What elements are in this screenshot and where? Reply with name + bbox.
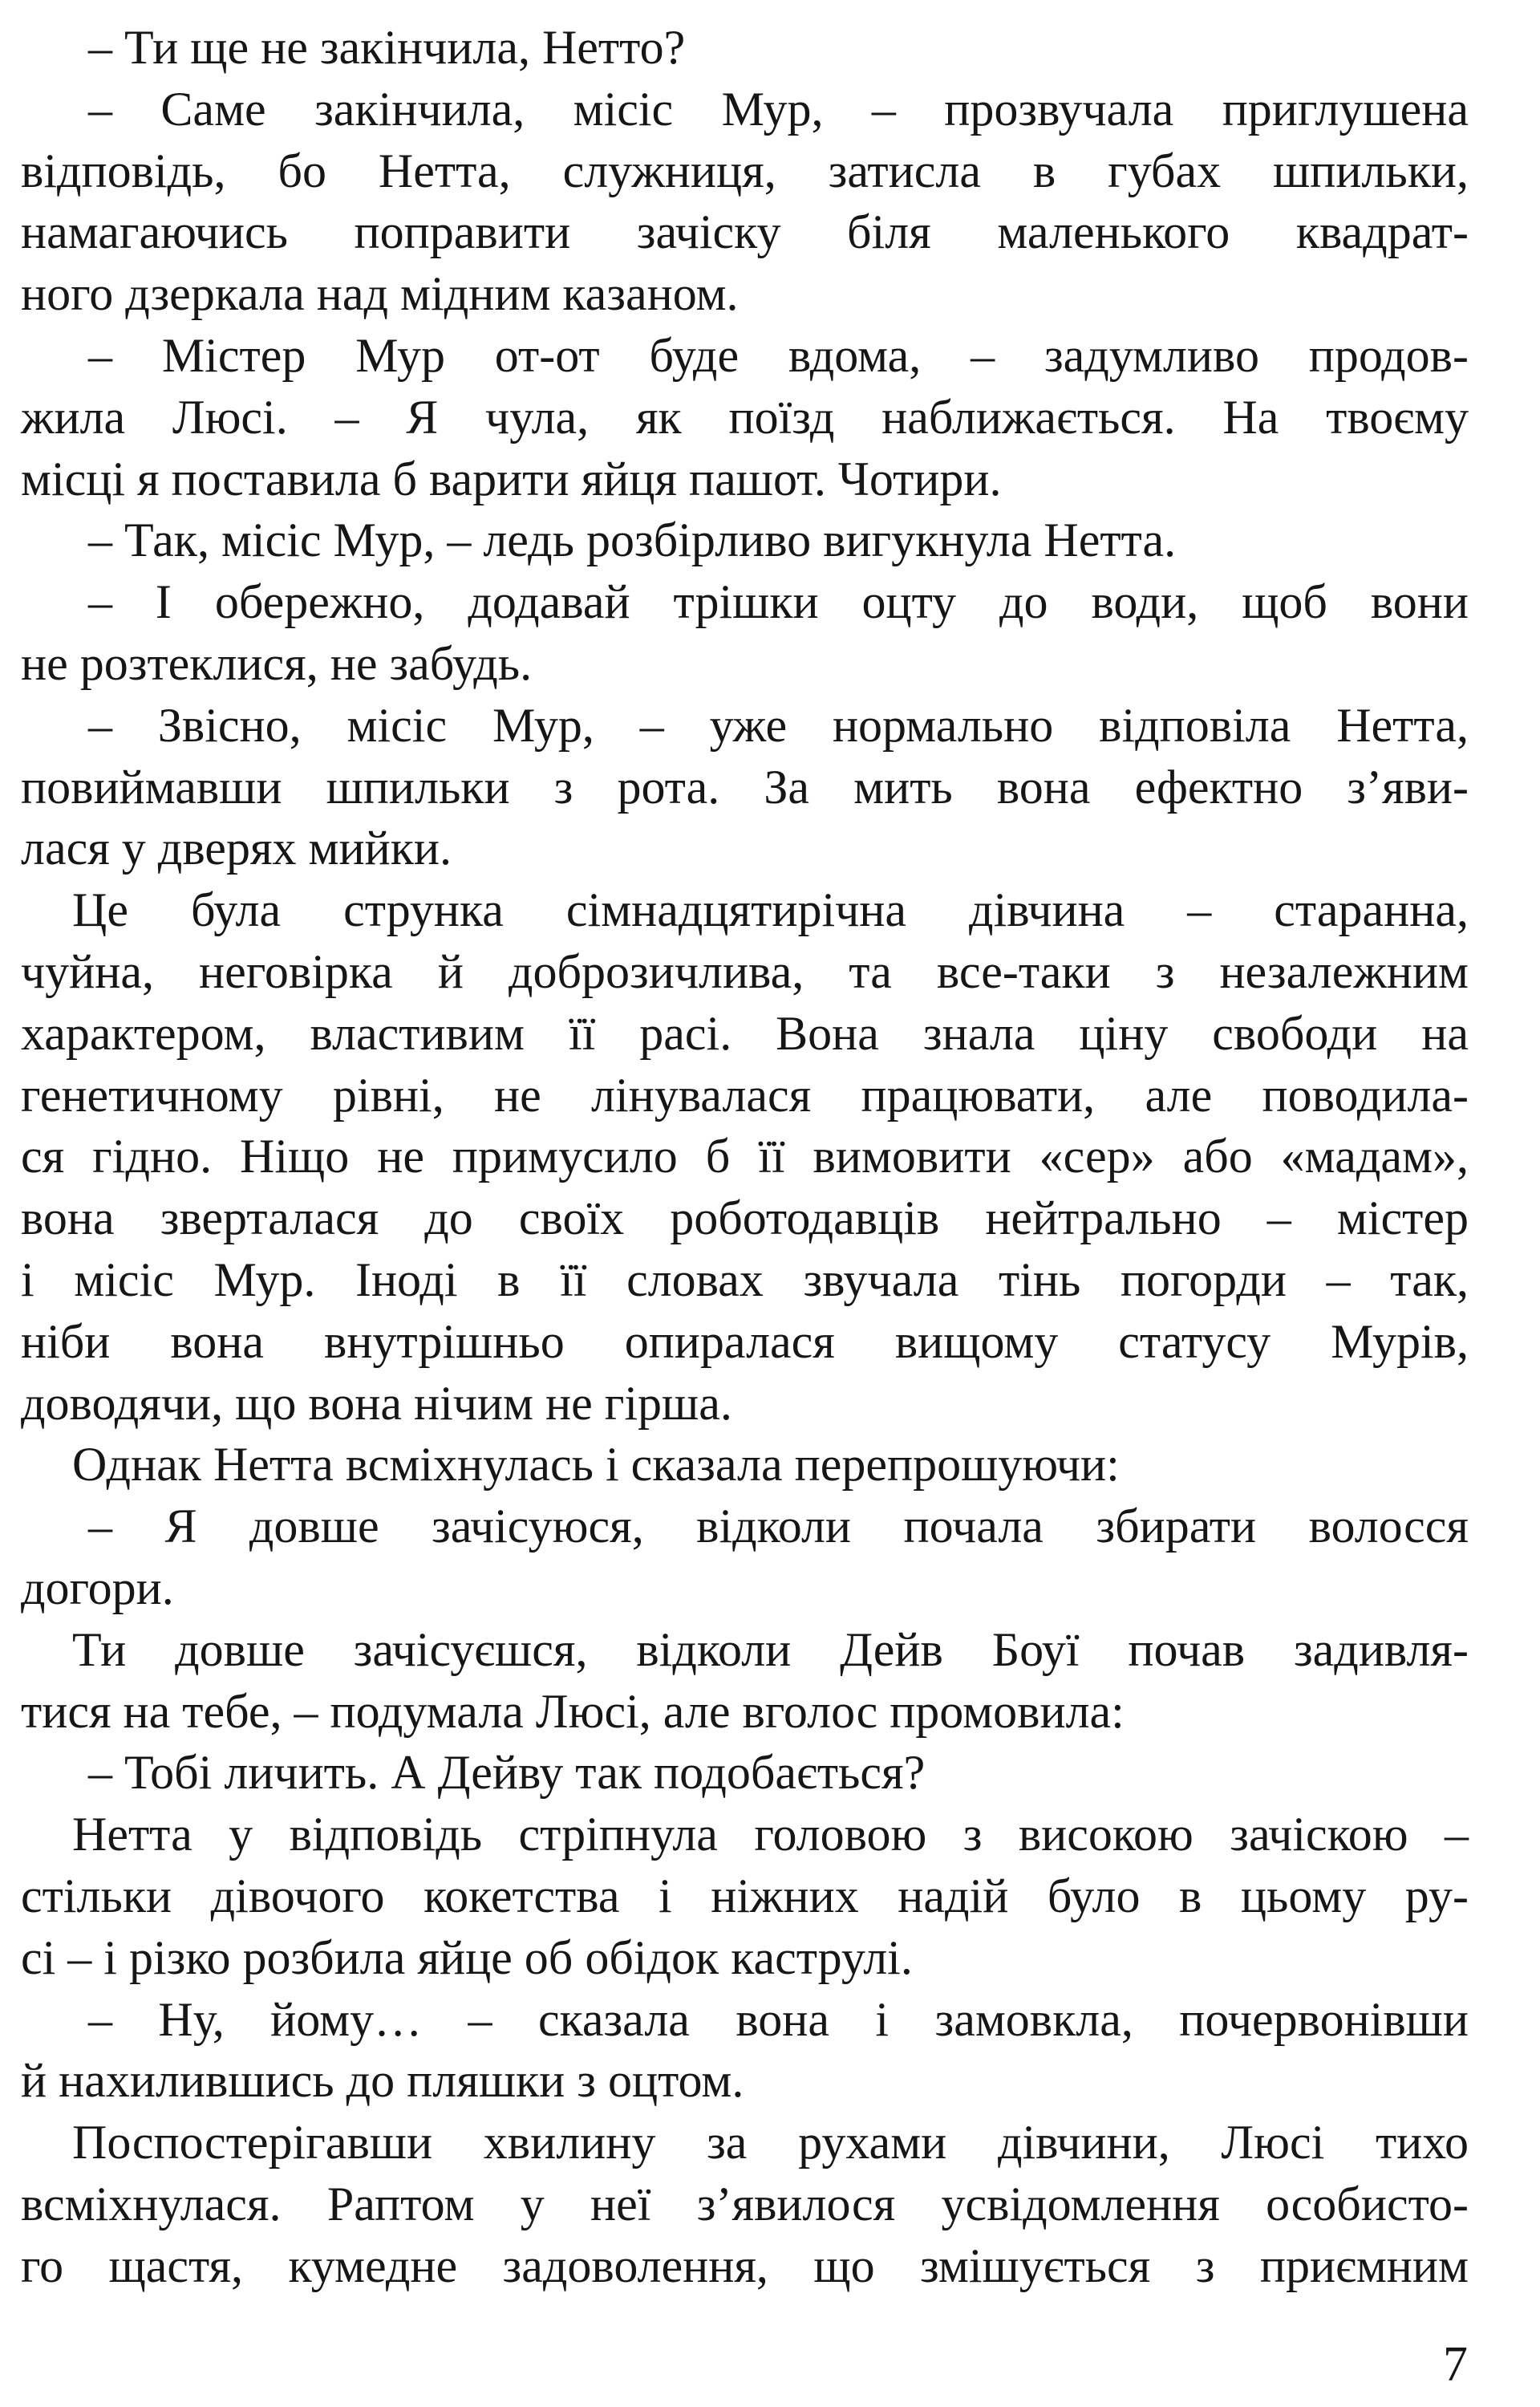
text-line: відповідь, бо Нетта, служниця, затисла в губах шпильки, [21, 144, 1469, 197]
text-line: генетичному рівні, не лінувалася працювати, але поводила- [21, 1068, 1469, 1122]
text-line: ніби вона внутрішньо опиралася вищому статусу Мурів, [21, 1314, 1469, 1368]
text-line: й нахилившись до пляшки з оцтом. [21, 2054, 744, 2108]
text-line: чуйна, неговірка й доброзичлива, та все-таки з незалежним [21, 944, 1469, 998]
text-line: Це була струнка сімнадцятирічна дівчина – старанна, [72, 883, 1469, 937]
text-line: повиймавши шпильки з рота. За мить вона ефектно з’яви- [21, 760, 1469, 814]
text-line: всміхнулася. Раптом у неї з’явилося усвідомлення особисто- [21, 2177, 1469, 2230]
text-line: Однак Нетта всміхнулась і сказала перепрошуючи: [72, 1438, 1120, 1492]
text-line: доводячи, що вона нічим не гірша. [21, 1376, 732, 1430]
text-line: го щастя, кумедне задоволення, що змішується з приємним [21, 2239, 1469, 2292]
text-line: Поспостерігавши хвилину за рухами дівчини, Люсі тихо [72, 2116, 1469, 2170]
text-line: сі – і різко розбила яйце об обідок каструлі. [21, 1930, 913, 1984]
text-line: – Тобі личить. А Дейву так подобається? [88, 1746, 926, 1800]
text-line: – Ну, йому… – сказала вона і замовкла, почервонівши [88, 1992, 1469, 2046]
text-line: стільки дівочого кокетства і ніжних надій було в цьому ру- [21, 1869, 1469, 1922]
text-line: – Я довше зачісуюся, відколи почала збирати волосся [88, 1500, 1469, 1553]
text-line: – Звісно, місіс Мур, – уже нормально відповіла Нетта, [88, 698, 1469, 752]
text-line: намагаючись поправити зачіску біля маленького квадрат- [21, 205, 1469, 259]
text-line: – Саме закінчила, місіс Мур, – прозвучала приглушена [88, 82, 1469, 136]
text-line: тися на тебе, – подумала Люсі, але вголос промовила: [21, 1684, 1125, 1738]
text-line: не розтеклися, не забудь. [21, 636, 533, 690]
text-line: і місіс Мур. Іноді в її словах звучала тінь погорди – так, [21, 1252, 1469, 1306]
text-line: – І обережно, додавай трішки оцту до води, щоб вони [88, 575, 1469, 629]
text-line: вона зверталася до своїх роботодавців нейтрально – містер [21, 1191, 1469, 1245]
text-line: лася у дверях мийки. [21, 822, 452, 875]
text-line: жила Люсі. – Я чула, як поїзд наближається. На твоєму [21, 390, 1469, 444]
text-line: догори. [21, 1561, 174, 1614]
text-line: Нетта у відповідь стріпнула головою з високою зачіскою – [72, 1808, 1469, 1861]
body-text [21, 17, 1469, 2296]
text-line: – Так, місіс Мур, – ледь розбірливо вигукнула Нетта. [88, 513, 1177, 567]
text-line: ного дзеркала над мідним казаном. [21, 267, 739, 321]
text-line: – Містер Мур от-от буде вдома, – задумливо продов- [88, 328, 1469, 382]
page-number: 7 [1443, 2337, 1468, 2392]
text-line: ся гідно. Ніщо не примусило б її вимовити «сер» або «мадам», [21, 1130, 1469, 1183]
text-line: характером, властивим її расі. Вона знала ціну свободи на [21, 1006, 1469, 1060]
text-line: місці я поставила б варити яйця пашот. Чотири. [21, 452, 1002, 505]
text-line: – Ти ще не закінчила, Нетто? [88, 21, 686, 74]
text-line: Ти довше зачісуєшся, відколи Дейв Боуї почав задивля- [72, 1622, 1469, 1676]
